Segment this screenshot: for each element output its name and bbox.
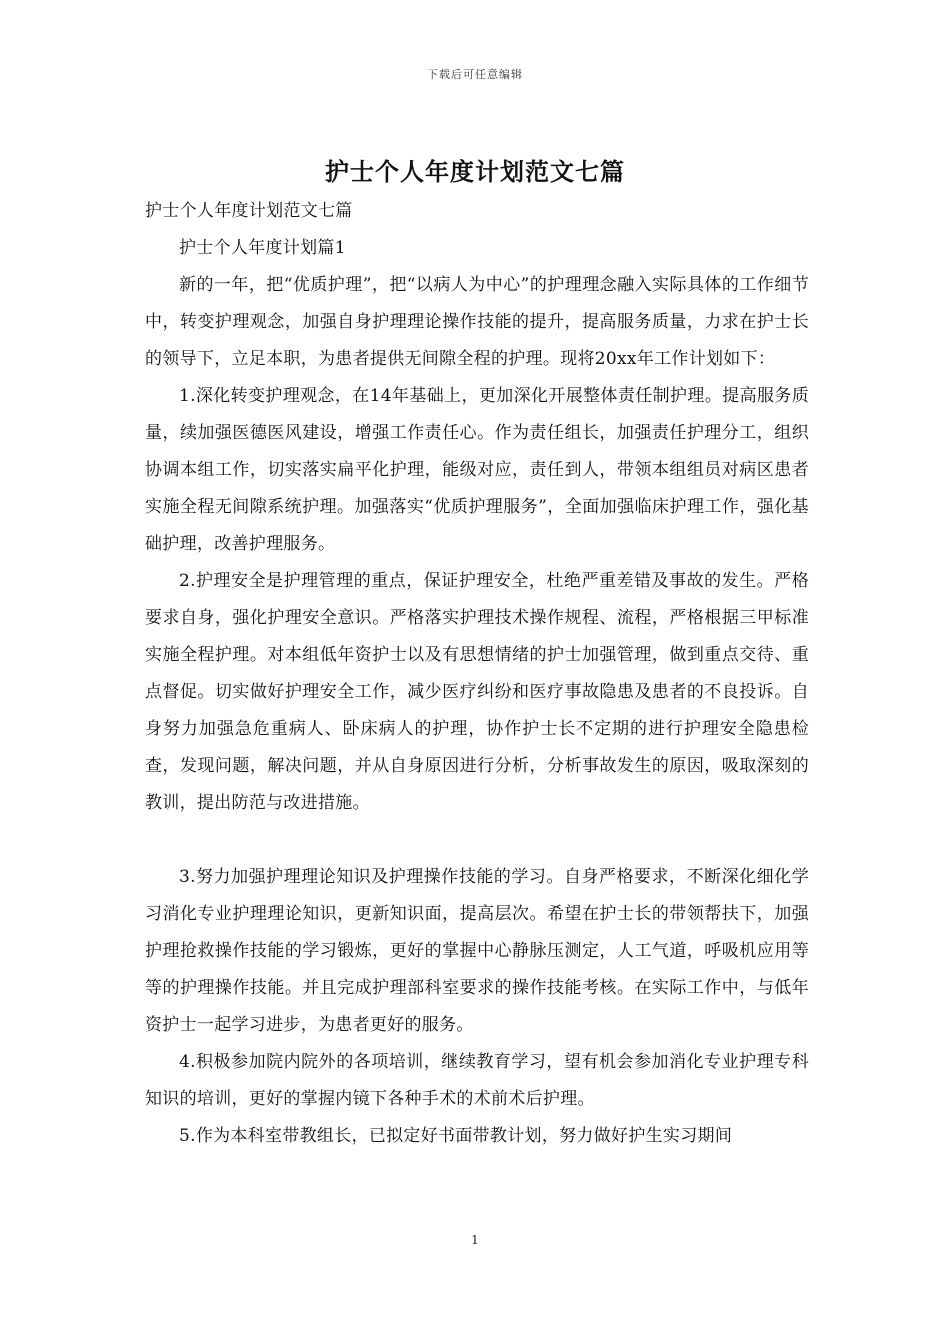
document-title: 护士个人年度计划范文七篇 (325, 157, 625, 186)
paragraph-item-2: 2.护理安全是护理管理的重点，保证护理安全，杜绝严重差错及事故的发生。严格要求自身，强化护理安全意识。严格落实护理技术操作规程、流程，严格根据三甲标准实施全程护理。对本组低年资护士以及有思想情绪的护士加强管理，做到重点交待、重点督促。切实做好护理安全工作，减少医疗纠纷和医疗事故隐患及患者的不良投诉。自身努力加强急危重病人、卧床病人的护理，协作护士长不定期的进行护理安全隐患检查，发现问题，解决问题，并从自身原因进行分析，分析事故发生的原因，吸取深刻的教训，提出防范与改进措施。 (145, 571, 809, 813)
page-header-note: 下载后可任意编辑 (427, 68, 523, 81)
page-number: 1 (471, 1233, 479, 1247)
paragraph-item-3: 3.努力加强护理理论知识及护理操作技能的学习。自身严格要求，不断深化细化学习消化专业护理理论知识，更新知识面，提高层次。希望在护士长的带领帮扶下，加强护理抢救操作技能的学习锻炼，更好的掌握中心静脉压测定，人工气道，呼吸机应用等等的护理操作技能。并且完成护理部科室要求的操作技能考核。在实际工作中，与低年资护士一起学习进步，为患者更好的服务。 (145, 867, 809, 1035)
document-subtitle: 护士个人年度计划范文七篇 (145, 201, 353, 221)
paragraph-item-1: 1.深化转变护理观念，在14年基础上，更加深化开展整体责任制护理。提高服务质量，续加强医德医风建设，增强工作责任心。作为责任组长，加强责任护理分工，组织协调本组工作，切实落实扁平化护理，能级对应，责任到人，带领本组组员对病区患者实施全程无间隙系统护理。加强落实“优质护理服务”，全面加强临床护理工作，强化基础护理，改善护理服务。 (145, 386, 809, 554)
paragraph-intro: 新的一年，把“优质护理”，把“以病人为中心”的护理理念融入实际具体的工作细节中，转变护理观念，加强自身护理理论操作技能的提升，提高服务质量，力求在护士长的领导下，立足本职，为患者提供无间隙全程的护理。现将20xx年工作计划如下： (145, 275, 809, 369)
section-heading: 护士个人年度计划篇1 (179, 238, 346, 258)
paragraph-item-5: 5.作为本科室带教组长，已拟定好书面带教计划，努力做好护生实习期间 (179, 1126, 733, 1146)
document-body (145, 193, 809, 1155)
paragraph-item-4: 4.积极参加院内院外的各项培训，继续教育学习，望有机会参加消化专业护理专科知识的培训，更好的掌握内镜下各种手术的术前术后护理。 (145, 1052, 809, 1109)
